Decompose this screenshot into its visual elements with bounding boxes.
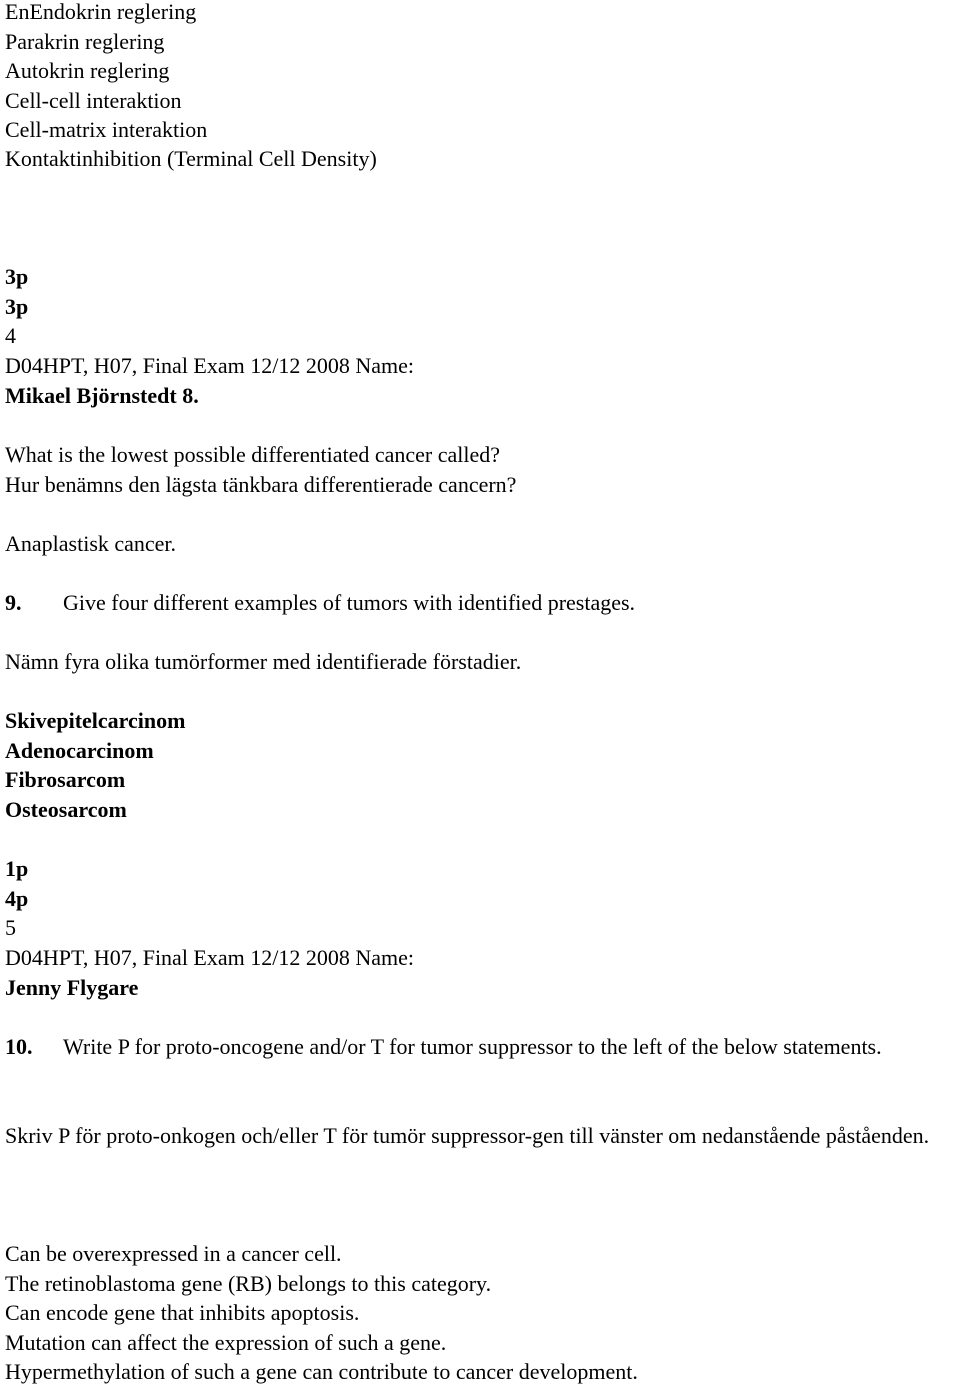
intro-item: Autokrin reglering [5, 58, 170, 83]
intro-item: Cell-cell interaktion [5, 88, 182, 113]
question-9-english [5, 588, 635, 618]
student-name: Mikael Björnstedt 8. [5, 383, 199, 408]
intro-item: Cell-matrix interaktion [5, 117, 208, 142]
question-text: Give four different examples of tumors with identified prestages. [63, 590, 636, 615]
question-number: 10. [5, 1034, 33, 1059]
question-number: 9. [5, 590, 22, 615]
question-english: What is the lowest possible differentiated cancer called? [5, 442, 500, 467]
intro-item: EnEndokrin reglering [5, 0, 197, 24]
points-label: 1p [5, 856, 29, 881]
question-9-swedish: Nämn fyra olika tumörformer med identifierade förstadier. [5, 649, 522, 674]
page-number: 5 [5, 915, 16, 940]
statement-item: Can encode gene that inhibits apoptosis. [5, 1300, 360, 1325]
statement-item: Hypermethylation of such a gene can contribute to cancer development. [5, 1359, 638, 1384]
exam-header: D04HPT, H07, Final Exam 12/12 2008 Name: [5, 353, 414, 378]
answer-item: Skivepitelcarcinom [5, 708, 186, 733]
statement-item: Mutation can affect the expression of such a gene. [5, 1330, 447, 1355]
points-label: 3p [5, 264, 29, 289]
intro-item: Parakrin reglering [5, 29, 165, 54]
answer-item: Fibrosarcom [5, 767, 126, 792]
question-swedish: Hur benämns den lägsta tänkbara differentierade cancern? [5, 472, 517, 497]
answer-text: Anaplastisk cancer. [5, 531, 177, 556]
exam-header: D04HPT, H07, Final Exam 12/12 2008 Name: [5, 945, 414, 970]
points-label: 4p [5, 886, 29, 911]
intro-item: Kontaktinhibition (Terminal Cell Density) [5, 146, 377, 171]
question-text: Write P for proto-oncogene and/or T for tumor suppressor to the left of the below statements. [63, 1034, 882, 1059]
statement-item: The retinoblastoma gene (RB) belongs to this category. [5, 1271, 492, 1296]
statement-item: Can be overexpressed in a cancer cell. [5, 1241, 342, 1266]
student-name: Jenny Flygare [5, 975, 139, 1000]
question-10-swedish: Skriv P för proto-onkogen och/eller T för tumör suppressor-gen till vänster om nedanstående påståenden. [5, 1123, 930, 1148]
question-10-english [5, 1032, 955, 1062]
points-label: 3p [5, 294, 29, 319]
answer-item: Adenocarcinom [5, 738, 154, 763]
answer-item: Osteosarcom [5, 797, 127, 822]
page-number: 4 [5, 323, 16, 348]
